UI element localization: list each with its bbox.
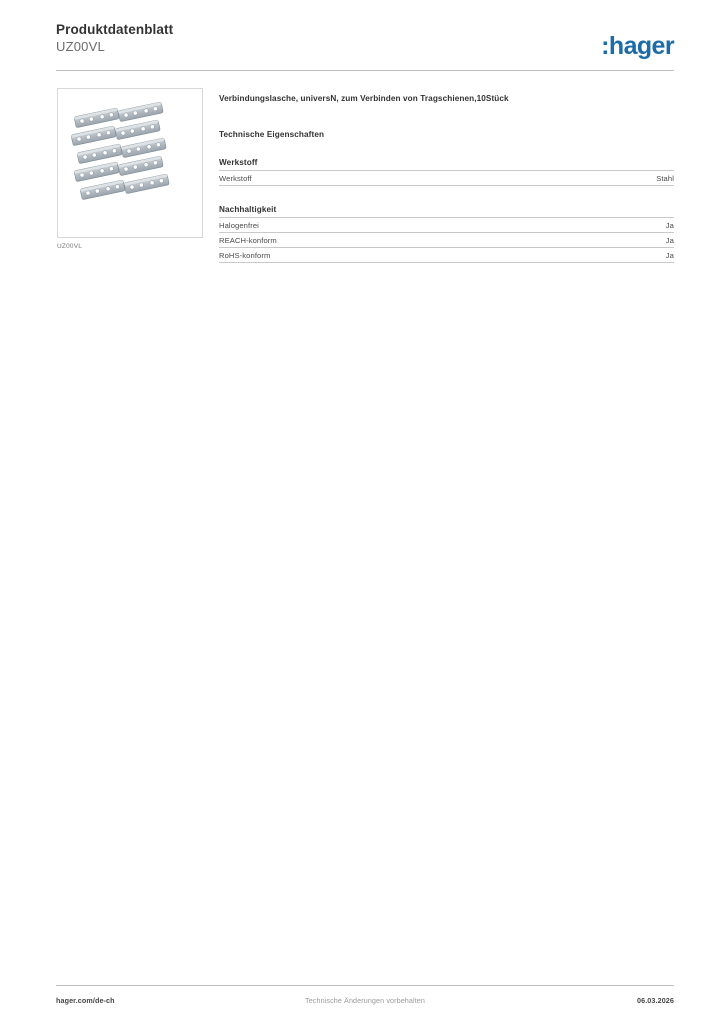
product-image [57, 88, 203, 238]
spec-value: Ja [665, 220, 674, 230]
footer-divider [56, 985, 674, 986]
spec-key: Werkstoff [219, 173, 252, 183]
table-row [219, 218, 674, 233]
footer-website-link[interactable]: hager.com/de-ch [56, 996, 115, 1005]
product-content [219, 93, 674, 263]
footer-disclaimer: Technische Änderungen vorbehalten [305, 996, 425, 1005]
spec-key: RoHS-konform [219, 250, 271, 260]
spec-key: Halogenfrei [219, 220, 259, 230]
document-footer [56, 996, 674, 1008]
spec-key: REACH-konform [219, 235, 277, 245]
spec-value: Stahl [656, 173, 674, 183]
spec-value: Ja [665, 250, 674, 260]
product-description: Verbindungslasche, universN, zum Verbinden von Tragschienen,10Stück [219, 94, 509, 103]
document-header [56, 22, 674, 66]
table-row [219, 248, 674, 263]
hager-logo [601, 32, 674, 61]
header-divider [56, 70, 674, 71]
page-title: Produktdatenblatt [56, 22, 174, 37]
logo-text: hager [608, 32, 674, 60]
spec-table-werkstoff [219, 170, 674, 186]
table-row [219, 171, 674, 186]
image-caption: UZ00VL [57, 243, 83, 250]
footer-date: 06.03.2026 [637, 996, 674, 1005]
connector-plates-illustration [58, 89, 202, 237]
product-reference: UZ00VL [56, 39, 105, 54]
spec-value: Ja [665, 235, 674, 245]
technical-section-title: Technische Eigenschaften [219, 130, 325, 139]
spec-table-nachhaltigkeit [219, 217, 674, 263]
group-title-werkstoff: Werkstoff [219, 158, 258, 167]
logo-colon: : [601, 32, 609, 60]
group-title-nachhaltigkeit: Nachhaltigkeit [219, 205, 277, 214]
table-row [219, 233, 674, 248]
